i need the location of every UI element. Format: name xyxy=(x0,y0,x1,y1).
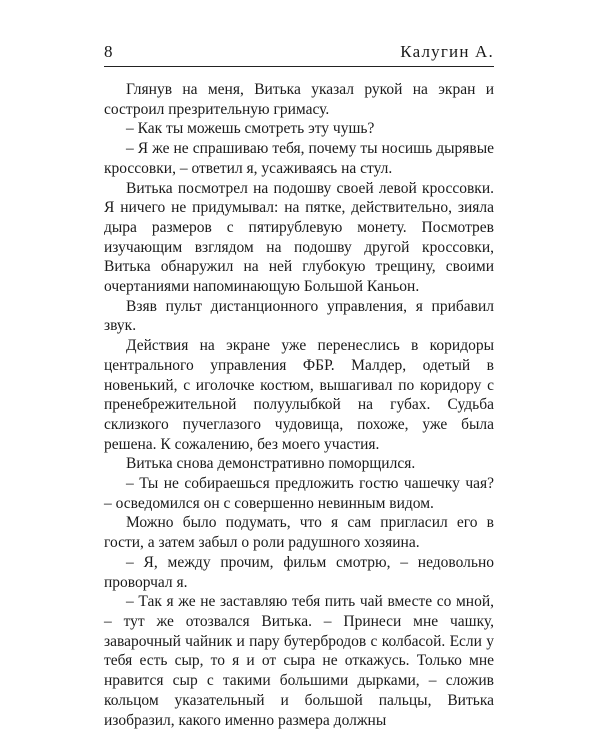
paragraph: – Ты не собираешься предложить гостю чашечку чая? – осведомился он с совершенно невинным видом. xyxy=(104,475,494,512)
paragraph: Можно было подумать, что я сам пригласил его в гости, а затем забыл о роли радушного хозяина. xyxy=(104,514,494,552)
paragraph: – Как ты можешь смотреть эту чушь? xyxy=(126,120,375,138)
paragraph: – Я, между прочим, фильм смотрю, – недовольно проворчал я. xyxy=(104,553,494,591)
paragraph: Действия на экране уже перенеслись в коридоры центрального управления ФБР. Малдер, одетый в новенький, с иголочке костюм, вышагивал по коридору с пренебрежительной полуулыбкой на губах. Судьба склизкого пучеглазого чудовища, похоже, уже была решена. К сожалению, без моего участия. xyxy=(104,337,494,453)
running-head xyxy=(104,42,494,67)
paragraph: – Так я же не заставляю тебя пить чай вместе со мной, – тут же отозвался Витька. – Принеси мне чашку, заварочный чайник и пару бутербродов с колбасой. Если у тебя есть сыр, то я и от сыра не откажусь. Только мне нравится сыр с такими большими дырками, – сложив кольцом указательный и большой пальцы, Витька изобразил, какого именно размера должны xyxy=(104,593,494,729)
page-number: 8 xyxy=(104,42,113,61)
paragraph: Глянув на меня, Витька указал рукой на экран и состроил презрительную гримасу. xyxy=(104,81,494,118)
paragraph: – Я же не спрашиваю тебя, почему ты носишь дырявые кроссовки, – ответил я, усаживаясь на стул. xyxy=(104,140,494,177)
body-text xyxy=(104,80,494,730)
paragraph: Витька посмотрел на подошву своей левой кроссовки. Я ничего не придумывал: на пятке, действительно, зияла дыра размеров с пятирублевую монету. Посмотрев изучающим взглядом на подошву другой кроссовки, Витька обнаружил на ней глубокую трещину, своими очертаниями напоминающую Большой Каньон. xyxy=(104,179,494,296)
paragraph: Витька снова демонстративно поморщился. xyxy=(126,455,416,473)
running-title: Калугин А. xyxy=(400,42,494,61)
paragraph: Взяв пульт дистанционного управления, я прибавил звук. xyxy=(104,297,494,335)
